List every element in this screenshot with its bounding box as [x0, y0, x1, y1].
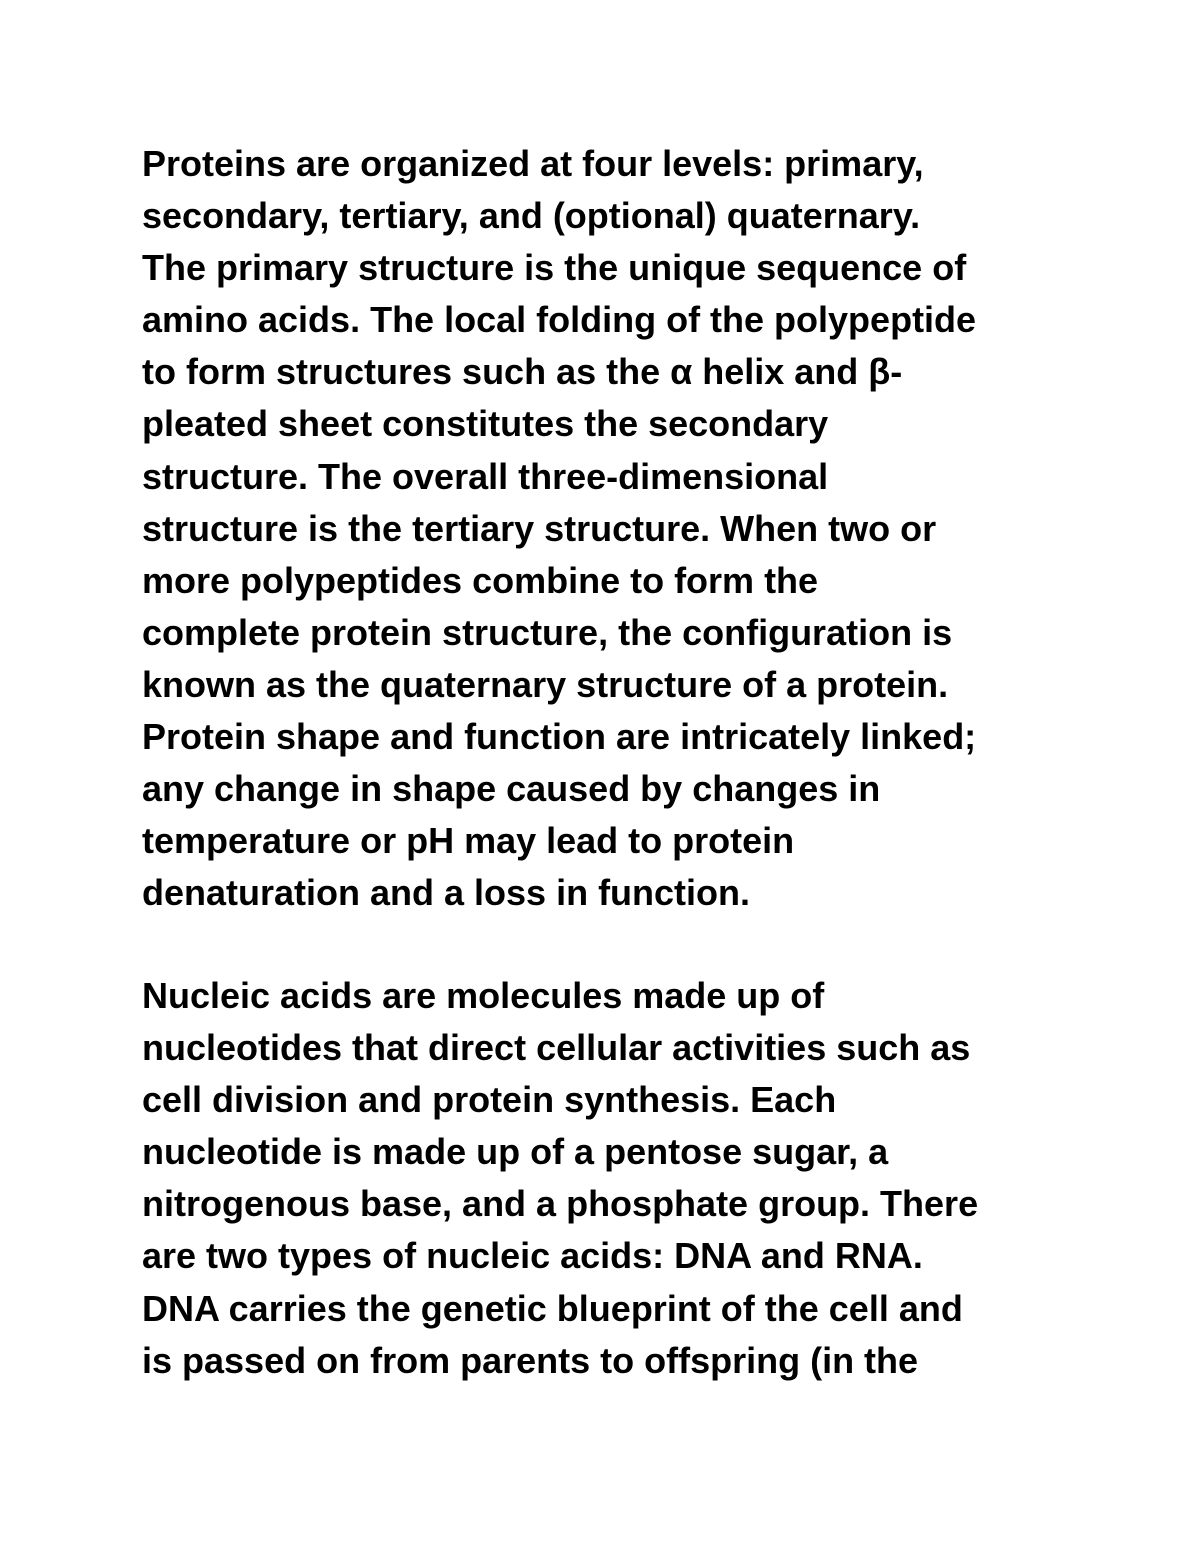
text-line: DNA carries the genetic blueprint of the cell and [142, 1287, 963, 1329]
text-line: denaturation and a loss in function. [142, 872, 751, 914]
text-line: to form structures such as the α helix and β- [142, 351, 903, 393]
text-line: is passed on from parents to offspring (in the [142, 1339, 919, 1381]
text-line: are two types of nucleic acids: DNA and RNA. [142, 1235, 923, 1277]
text-line: nucleotide is made up of a pentose sugar, a [142, 1131, 889, 1173]
text-line: nucleotides that direct cellular activities such as [142, 1027, 971, 1069]
text-line: Protein shape and function are intricately linked; [142, 716, 977, 758]
paragraph-nucleic-acids [142, 970, 1102, 1387]
text-line: The primary structure is the unique sequence of [142, 247, 967, 289]
text-line: cell division and protein synthesis. Each [142, 1079, 837, 1121]
paragraph-proteins [142, 138, 1102, 919]
text-line: secondary, tertiary, and (optional) quaternary. [142, 195, 921, 237]
text-line: more polypeptides combine to form the [142, 559, 819, 601]
text-line: pleated sheet constitutes the secondary [142, 403, 829, 445]
text-line: structure. The overall three-dimensional [142, 455, 829, 497]
text-line: any change in shape caused by changes in [142, 768, 881, 810]
text-line: nitrogenous base, and a phosphate group. There [142, 1183, 979, 1225]
text-line: temperature or pH may lead to protein [142, 820, 795, 862]
text-line: known as the quaternary structure of a protein. [142, 663, 949, 705]
text-line: complete protein structure, the configuration is [142, 611, 953, 653]
text-line: Proteins are organized at four levels: primary, [142, 143, 924, 184]
text-line: amino acids. The local folding of the polypeptide [142, 299, 977, 341]
text-line: structure is the tertiary structure. When two or [142, 507, 937, 549]
text-line: Nucleic acids are molecules made up of [142, 975, 825, 1016]
